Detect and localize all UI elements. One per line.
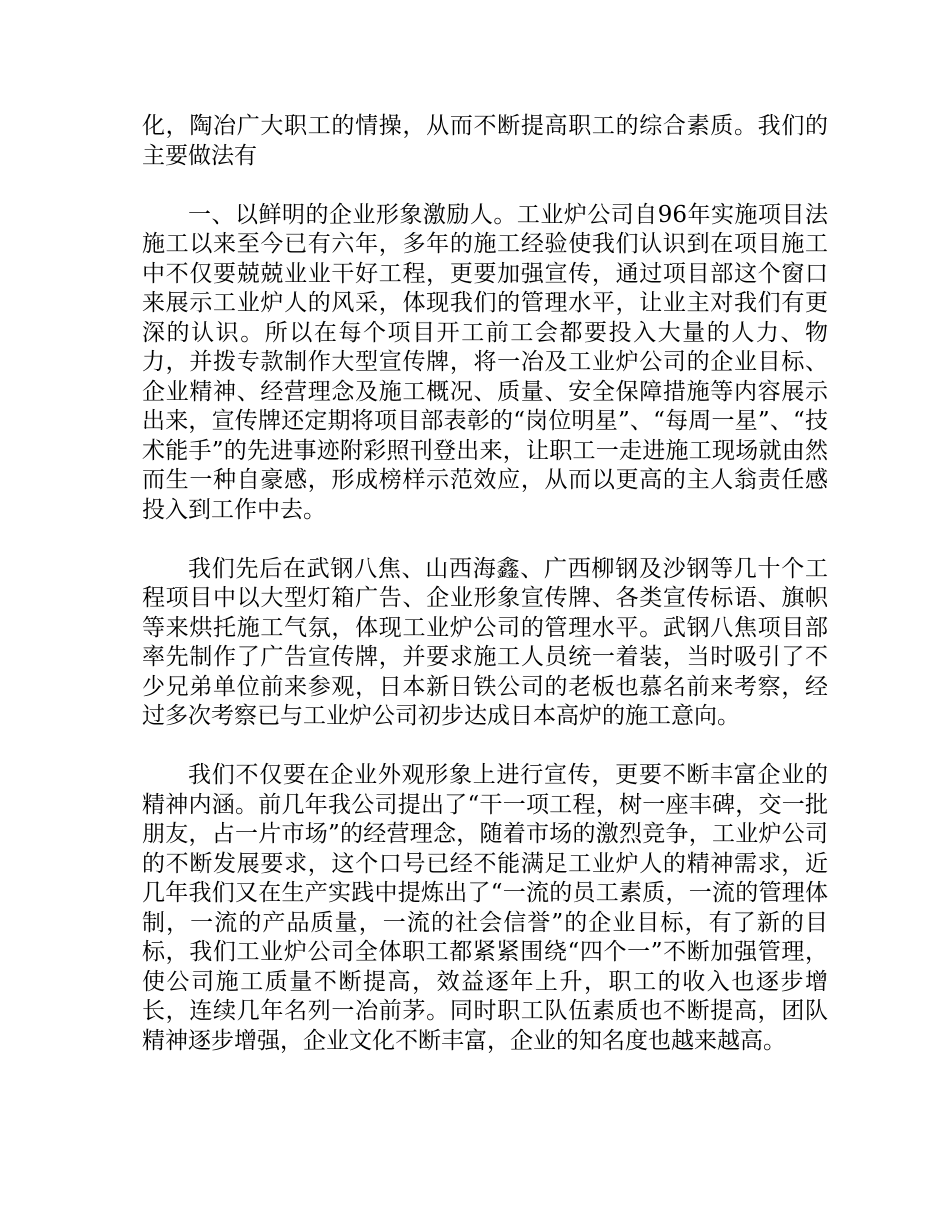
paragraph-project-examples: 我们先后在武钢八焦、山西海鑫、广西柳钢及沙钢等几十个工程项目中以大型灯箱广告、企业形象宣传牌、各类宣传标语、旗帜等来烘托施工气氛，体现工业炉公司的管理水平。武钢八焦项目部率先制作了广告宣传牌，并要求施工人员统一着装，当时吸引了不少兄弟单位前来参观，日本新日铁公司的老板也慕名前来考察，经过多次考察已与工业炉公司初步达成日本高炉的施工意向。 [142, 555, 828, 729]
document-body [142, 112, 828, 1056]
paragraph-continuation: 化，陶冶广大职工的情操，从而不断提高职工的综合素质。我们的主要做法有 [142, 113, 828, 169]
paragraph-gap [142, 171, 828, 201]
paragraph-gap [142, 732, 828, 762]
paragraph-spirit-connotation: 我们不仅要在企业外观形象上进行宣传，更要不断丰富企业的精神内涵。前几年我公司提出了“干一项工程，树一座丰碑，交一批朋友，占一片市场”的经营理念，随着市场的激烈竞争，工业炉公司的不断发展要求，这个口号已经不能满足工业炉人的精神需求，近几年我们又在生产实践中提炼出了“一流的员工素质，一流的管理体制，一流的产品质量，一流的社会信誉”的企业目标，有了新的目标，我们工业炉公司全体职工都紧紧围绕“四个一”不断加强管理，使公司施工质量不断提高，效益逐年上升，职工的收入也逐步增长，连续几年名列一冶前茅。同时职工队伍素质也不断提高，团队精神逐步增强，企业文化不断丰富，企业的知名度也越来越高。 [142, 762, 828, 1054]
paragraph-gap [142, 525, 828, 555]
paragraph-corporate-image: 一、以鲜明的企业形象激励人。工业炉公司自96年实施项目法施工以来至今已有六年，多年的施工经验使我们认识到在项目施工中不仅要兢兢业业干好工程，更要加强宣传，通过项目部这个窗口来展示工业炉人的风采，体现我们的管理水平，让业主对我们有更深的认识。所以在每个项目开工前工会都要投入大量的人力、物力，并拨专款制作大型宣传牌，将一冶及工业炉公司的企业目标、企业精神、经营理念及施工概况、质量、安全保障措施等内容展示出来，宣传牌还定期将项目部表彰的“岗位明星”、“每周一星”、“技术能手”的先进事迹附彩照刊登出来，让职工一走进施工现场就由然而生一种自豪感，形成榜样示范效应，从而以更高的主人翁责任感投入到工作中去。 [142, 201, 828, 523]
